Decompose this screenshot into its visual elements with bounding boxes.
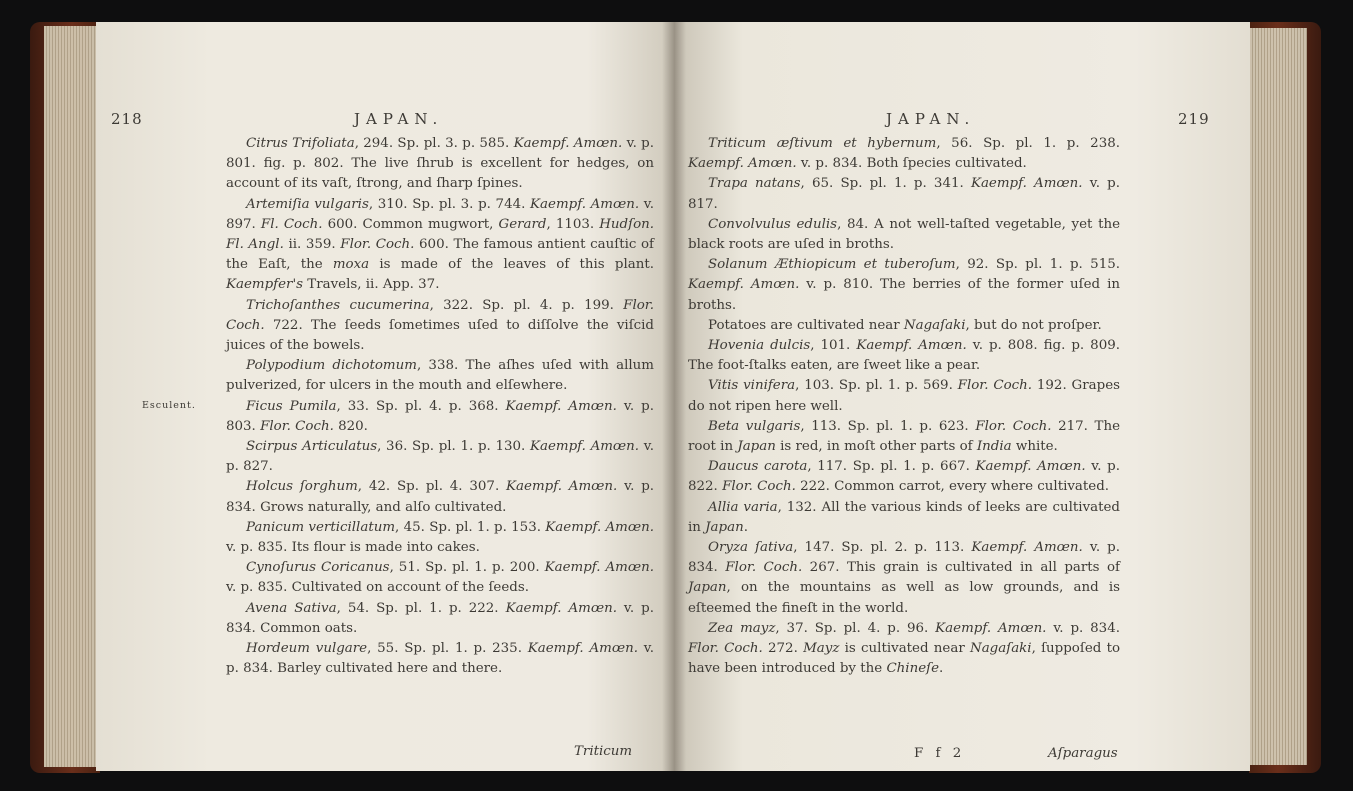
right-page-edges bbox=[1249, 28, 1307, 765]
left-entry-3: Trichoſanthes cucumerina, 322. Sp. pl. 4. p. 199. Flor. Coch. 722. The ſeeds ſometimes uſed to diſſolve the viſcid juices of the bowels. bbox=[226, 297, 654, 354]
running-head-left: JAPAN. bbox=[354, 110, 444, 128]
running-head-right: JAPAN. bbox=[886, 110, 976, 128]
left-page-edges bbox=[44, 26, 102, 767]
left-entry-2: Artemiſia vulgaris, 310. Sp. pl. 3. p. 744. Kaempf. Amœn. v. 897. Fl. Coch. 600. Common mugwort, Gerard, 1103. Hudſon. Fl. Angl. ii. 359. Flor. Coch. 600. The famous antient cauſtic of the Eaſt, the moxa is made of the leaves of this plant. Kaempfer's Travels, ii. App. 37. bbox=[226, 196, 655, 293]
left-entry-9: Cynoſurus Coricanus, 51. Sp. pl. 1. p. 200. Kaempf. Amœn. v. p. 835. Cultivated on account of the ſeeds. bbox=[226, 560, 654, 596]
catchword-left: Triticum bbox=[574, 744, 633, 759]
right-entry-12: Zea mayz, 37. Sp. pl. 4. p. 96. Kaempf. Amœn. v. p. 834. Flor. Coch. 272. Mayz is cultivated near Nagaſaki, ſuppoſed to have been introduced by the Chineſe. bbox=[688, 620, 1121, 677]
right-entry-9: Daucus carota, 117. Sp. pl. 1. p. 667. Kaempf. Amœn. v. p. 822. Flor. Coch. 222. Common carrot, every where cultivated. bbox=[688, 459, 1121, 495]
left-entry-10: Avena Sativa, 54. Sp. pl. 1. p. 222. Kaempf. Amœn. v. p. 834. Common oats. bbox=[226, 600, 654, 636]
left-entry-11: Hordeum vulgare, 55. Sp. pl. 1. p. 235. Kaempf. Amœn. v. p. 834. Barley cultivated here and there. bbox=[226, 641, 654, 677]
book-gutter bbox=[662, 22, 686, 771]
right-entry-6: Hovenia dulcis, 101. Kaempf. Amœn. v. p. 808. fig. p. 809. The foot-ſtalks eaten, are ſweet like a pear. bbox=[688, 338, 1120, 374]
right-entry-1: Triticum æſtivum et hybernum, 56. Sp. pl. 1. p. 238. Kaempf. Amœn. v. p. 834. Both ſpecies cultivated. bbox=[688, 136, 1120, 172]
left-entry-4: Polypodium dichotomum, 338. The aſhes uſed with allum pulverized, for ulcers in the mouth and elſewhere. bbox=[226, 358, 654, 394]
right-entry-5: Potatoes are cultivated near Nagaſaki, but do not proſper. bbox=[708, 317, 1102, 333]
left-entry-5: Ficus Pumila, 33. Sp. pl. 4. p. 368. Kaempf. Amœn. v. p. 803. Flor. Coch. 820. bbox=[226, 398, 654, 434]
right-entry-8: Beta vulgaris, 113. Sp. pl. 1. p. 623. Flor. Coch. 217. The root in Japan is red, in moſt other parts of India white. bbox=[688, 418, 1121, 455]
page-number-right: 219 bbox=[1178, 110, 1210, 128]
right-entry-7: Vitis vinifera, 103. Sp. pl. 1. p. 569. Flor. Coch. 192. Grapes do not ripen here well. bbox=[688, 378, 1120, 414]
right-entry-4: Solanum Æthiopicum et tuberoſum, 92. Sp. pl. 1. p. 515. Kaempf. Amœn. v. p. 810. The berries of the former uſed in broths. bbox=[688, 257, 1120, 313]
right-entry-10: Allia varia, 132. All the various kinds of leeks are cultivated in Japan. bbox=[688, 499, 1120, 535]
right-entry-2: Trapa natans, 65. Sp. pl. 1. p. 341. Kaempf. Amœn. v. p. 817. bbox=[688, 176, 1120, 212]
catchword-right: Aſparagus bbox=[1048, 746, 1118, 761]
left-entry-7: Holcus ſorghum, 42. Sp. pl. 4. 307. Kaempf. Amœn. v. p. 834. Grows naturally, and alſo cultivated. bbox=[226, 479, 655, 515]
right-entry-3: Convolvulus edulis, 84. A not well-taſted vegetable, yet the black roots are uſed in broths. bbox=[688, 216, 1121, 253]
margin-note-esculent: Esculent. bbox=[142, 400, 196, 411]
left-entry-6: Scirpus Articulatus, 36. Sp. pl. 1. p. 130. Kaempf. Amœn. v. p. 827. bbox=[226, 439, 654, 475]
right-page-text bbox=[688, 134, 1120, 679]
left-entry-1: Citrus Trifoliata, 294. Sp. pl. 3. p. 585. Kaempf. Amœn. v. p. 801. fig. p. 802. The live ſhrub is excellent for hedges, on account of its vaſt, ſtrong, and ſharp ſpines. bbox=[226, 136, 655, 192]
signature-mark: F f 2 bbox=[914, 746, 966, 761]
right-page bbox=[674, 22, 1250, 771]
page-number-left: 218 bbox=[111, 110, 143, 128]
right-entry-11: Oryza ſativa, 147. Sp. pl. 2. p. 113. Kaempf. Amœn. v. p. 834. Flor. Coch. 267. This grain is cultivated in all parts of Japan, on the mountains as well as low grounds, and is eſteemed the fineſt in the world. bbox=[688, 540, 1121, 616]
left-page bbox=[96, 22, 674, 771]
left-page-text bbox=[226, 134, 654, 679]
left-entry-8: Panicum verticillatum, 45. Sp. pl. 1. p. 153. Kaempf. Amœn. v. p. 835. Its flour is made into cakes. bbox=[226, 519, 654, 556]
